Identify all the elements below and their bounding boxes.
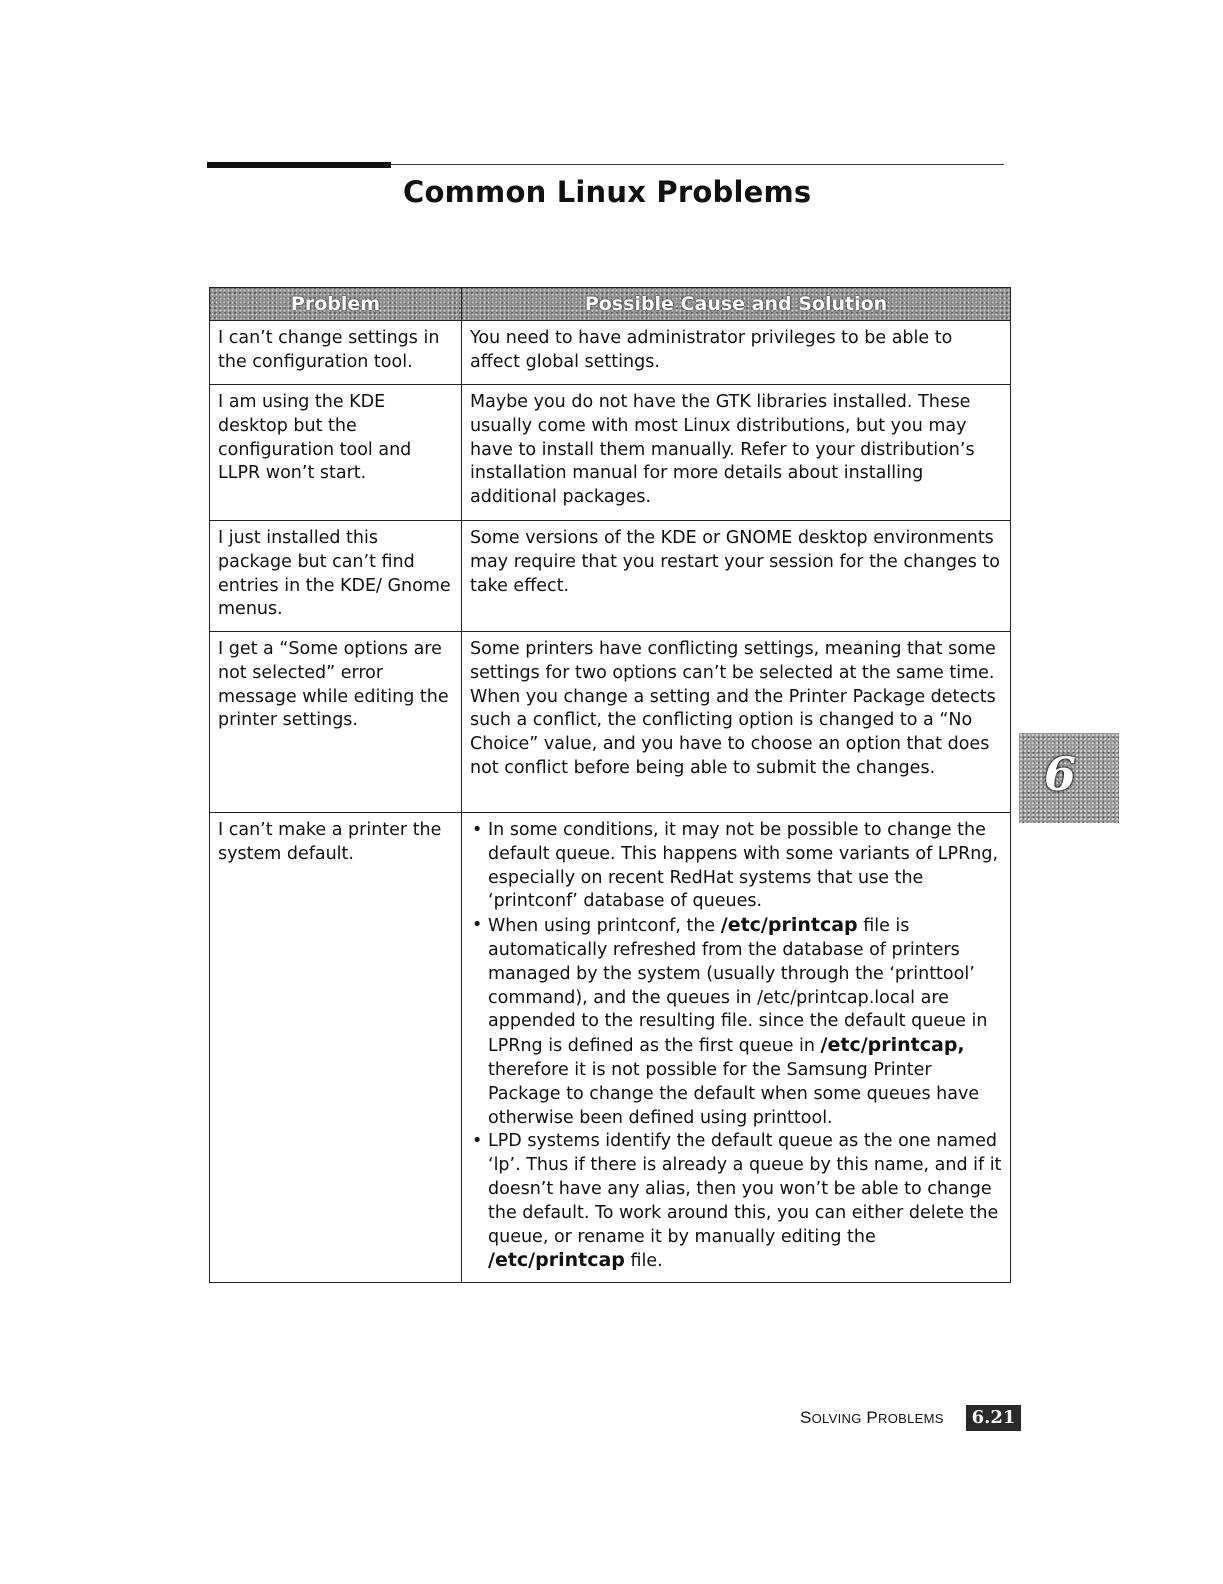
table-row — [210, 813, 1011, 1283]
bullet-item — [470, 1130, 1002, 1274]
page-title: Common Linux Problems — [403, 175, 812, 209]
solution-cell: Some versions of the KDE or GNOME desktop environments may require that you restart your session for the changes to take effect. — [462, 521, 1011, 632]
solution-cell: Some printers have conflicting settings, meaning that some settings for two options can’t be selected at the same time. When you change a setting and the Printer Package detects such a conflict, the conflicting option is changed to a “No Choice” value, and you have to choose an option that does not conflict before being able to submit the changes. — [462, 632, 1011, 813]
problems-table — [209, 287, 1011, 1283]
bullet-text: therefore it is not possible for the Samsung Printer Package to change the default when some queues have otherwise been defined using printtool. — [488, 1059, 980, 1128]
path-text: /etc/printcap — [488, 1249, 625, 1272]
table-row — [210, 385, 1011, 521]
header-solution: Possible Cause and Solution — [462, 288, 1011, 321]
solution-cell: You need to have administrator privileges to be able to affect global settings. — [462, 321, 1011, 385]
solution-cell — [462, 813, 1011, 1283]
table-row — [210, 632, 1011, 813]
bullet-text: When using printconf, the — [488, 916, 721, 937]
problem-cell: I can’t make a printer the system default. — [210, 813, 462, 1283]
bullet-item — [470, 914, 1002, 1130]
header-problem: Problem — [210, 288, 462, 321]
problem-cell: I can’t change settings in the configuration tool. — [210, 321, 462, 385]
footer-section-label: SOLVING PROBLEMS — [800, 1408, 944, 1427]
problem-cell: I am using the KDE desktop but the configuration tool and LLPR won’t start. — [210, 385, 462, 521]
table-header-row — [210, 288, 1011, 321]
problem-cell: I just installed this package but can’t find entries in the KDE/ Gnome menus. — [210, 521, 462, 632]
title-rule-thin — [391, 164, 1004, 165]
table-row — [210, 521, 1011, 632]
bullet-text: In some conditions, it may not be possible to change the default queue. This happens with some variants of LPRng, especially on recent RedHat systems that use the ‘printconf’ database of queues. — [488, 820, 999, 912]
bullet-text: file is automatically refreshed from the database of printers managed by the system (usually through the ‘printtool’ command), and the queues in /etc/printcap.local are appended to the resulting file. since the default queue in LPRng is defined as the first queue in — [488, 916, 988, 1057]
path-text: /etc/printcap, — [820, 1034, 965, 1057]
page-number: 6.21 — [966, 1405, 1021, 1431]
bullet-text: file. — [624, 1251, 663, 1272]
chapter-tab-number: 6 — [1043, 747, 1076, 801]
solution-bullet-list — [470, 819, 1002, 1274]
bullet-item — [470, 819, 1002, 914]
title-rule-thick — [207, 162, 391, 168]
problem-cell: I get a “Some options are not selected” error message while editing the printer settings. — [210, 632, 462, 813]
bullet-text: LPD systems identify the default queue as the one named ‘lp’. Thus if there is already a queue by this name, and if it doesn’t have any alias, then you won’t be able to change the default. To work around this, you can either delete the queue, or rename it by manually editing the — [488, 1131, 1002, 1247]
path-text: /etc/printcap — [720, 914, 858, 937]
table-row — [210, 321, 1011, 385]
solution-cell: Maybe you do not have the GTK libraries installed. These usually come with most Linux distributions, but you may have to install them manually. Refer to your distribution’s installation manual for more details about installing additional packages. — [462, 385, 1011, 521]
